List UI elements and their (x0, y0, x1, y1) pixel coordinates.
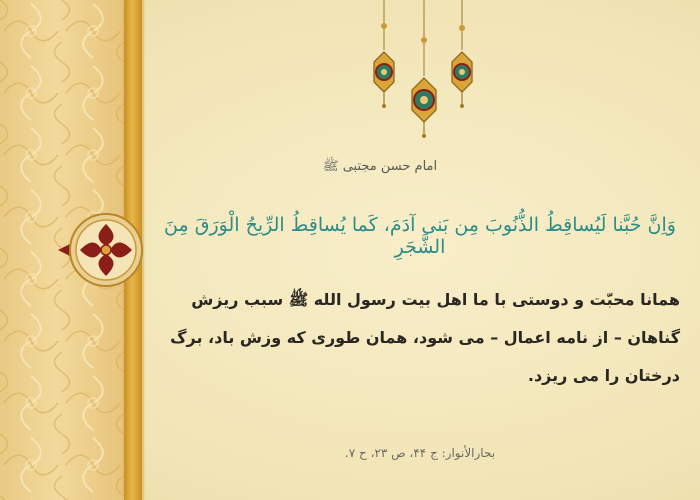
source-citation: بحارالأنوار: ج ۴۴، ص ۲۳، ح ۷. (344, 446, 496, 460)
persian-translation (170, 281, 680, 395)
hanging-lantern-icon (374, 0, 394, 108)
arabic-hadith-text: وَاِنَّ حُبَّنا لَيُساقِطُ الذُّنُوبَ مِن بَنى آدَمَ، كَما يُساقِطُ الرِّيحُ الْوَرَقَ مِنَ الشَّجَرِ (164, 214, 676, 258)
translation-line: همانا محبّت و دوستی با ما اهل بیت رسول الله ﷺ سبب ریزش (191, 290, 680, 309)
hanging-lanterns (362, 0, 492, 140)
translation-line: درختان را می ریزد. (527, 366, 680, 385)
hanging-lantern-icon (452, 0, 472, 108)
attribution-heading: امام حسن مجتبی ﷺ (322, 159, 438, 174)
hanging-lantern-icon (412, 0, 436, 138)
translation-line: گناهان – از نامه اعمال – می شود، همان طوری که وزش باد، برگ (170, 328, 680, 347)
medallion-ornament-icon (56, 210, 144, 290)
